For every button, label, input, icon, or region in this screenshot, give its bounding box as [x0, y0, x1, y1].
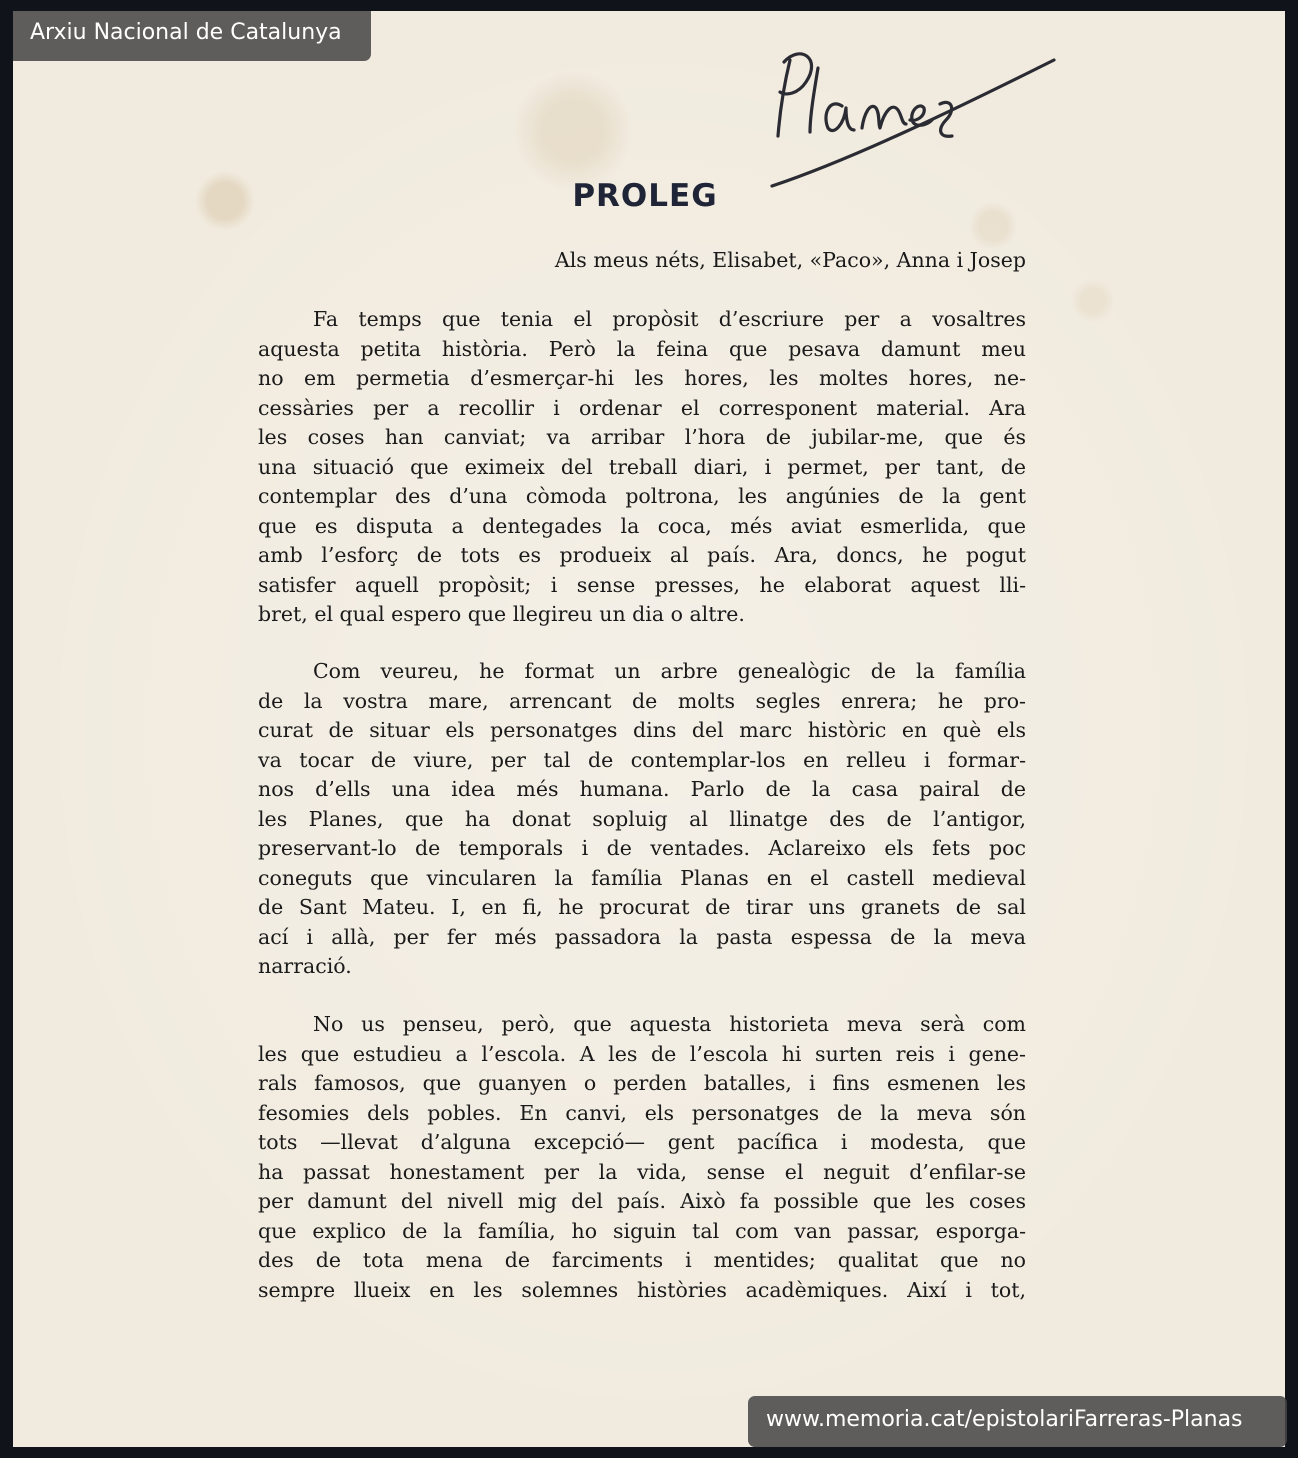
text-line: les Planes, que ha donat sopluig al llinatge des de l’antigor, — [258, 806, 1026, 831]
page-title: PROLEG — [572, 178, 718, 214]
text-line: preservant-lo de temporals i de ventades. Aclareixo els fets poc — [258, 836, 1026, 860]
text-line: ha passat honestament per la vida, sense el neguit d’enfilar-se — [258, 1159, 1026, 1184]
text-line: Fa temps que tenia el propòsit d’escriure per a vosaltres — [313, 307, 1026, 331]
text-line: amb l’esforç de tots es produeix al país. Ara, doncs, he pogut — [258, 543, 1026, 567]
text-line: Com veureu, he format un arbre genealògic de la família — [313, 659, 1026, 683]
paragraph-2 — [258, 657, 1026, 982]
text-line: va tocar de viure, per tal de contemplar-los en relleu i formar- — [258, 747, 1026, 772]
text-line: sempre llueix en les solemnes històries acadèmiques. Així i tot, — [258, 1277, 1026, 1302]
text-line: no em permetia d’esmerçar-hi les hores, les moltes hores, ne- — [258, 366, 1026, 390]
text-line: cessàries per a recollir i ordenar el corresponent material. Ara — [258, 395, 1026, 420]
archive-watermark-label: Arxiu Nacional de Catalunya — [13, 11, 371, 61]
text-line: ací i allà, per fer més passadora la pasta espessa de la meva — [258, 924, 1026, 949]
text-line: satisfer aquell propòsit; i sense presses, he elaborat aquest lli- — [258, 572, 1026, 597]
dedication-line: Als meus néts, Elisabet, «Paco», Anna i Josep — [554, 248, 1026, 272]
text-line: que es disputa a dentegades la coca, més aviat esmerlida, que — [258, 513, 1026, 538]
text-line: de la vostra mare, arrencant de molts segles enrera; he pro- — [258, 688, 1026, 713]
text-line: bret, el qual espero que llegireu un dia o altre. — [258, 602, 745, 626]
text-line: des de tota mena de farciments i mentides; qualitat que no — [258, 1248, 1026, 1272]
text-line: No us penseu, però, que aquesta historieta meva serà com — [313, 1012, 1026, 1036]
text-line: aquesta petita història. Però la feina que pesava damunt meu — [258, 336, 1026, 361]
text-line: fesomies dels pobles. En canvi, els personatges de la meva són — [258, 1100, 1026, 1125]
text-line: que explico de la família, ho siguin tal com van passar, esporga- — [258, 1218, 1026, 1243]
source-url-label[interactable]: www.memoria.cat/epistolariFarreras-Planas — [748, 1396, 1287, 1447]
text-line: de Sant Mateu. I, en fi, he procurat de tirar uns granets de sal — [258, 895, 1026, 919]
text-line: contemplar des d’una còmoda poltrona, les angúnies de la gent — [258, 484, 1026, 508]
text-line: les que estudieu a l’escola. A les de l’escola hi surten reis i gene- — [258, 1041, 1026, 1066]
text-line: nos d’ells una idea més humana. Parlo de la casa pairal de — [258, 777, 1026, 801]
paragraph-1 — [258, 305, 1026, 630]
text-line: una situació que eximeix del treball diari, i permet, per tant, de — [258, 454, 1026, 479]
handwritten-signature — [760, 40, 1070, 200]
text-line: rals famosos, que guanyen o perden batalles, i fins esmenen les — [258, 1071, 1026, 1095]
text-line: narració. — [258, 954, 352, 978]
text-line: les coses han canviat; va arribar l’hora de jubilar-me, que és — [258, 425, 1026, 449]
text-line: curat de situar els personatges dins del marc històric en què els — [258, 718, 1026, 742]
text-line: per damunt del nivell mig del país. Això fa possible que les coses — [258, 1189, 1026, 1213]
paragraph-3 — [258, 1010, 1026, 1305]
text-line: tots —llevat d’alguna excepció— gent pacífica i modesta, que — [258, 1130, 1026, 1154]
text-line: coneguts que vincularen la família Planas en el castell medieval — [258, 865, 1026, 890]
